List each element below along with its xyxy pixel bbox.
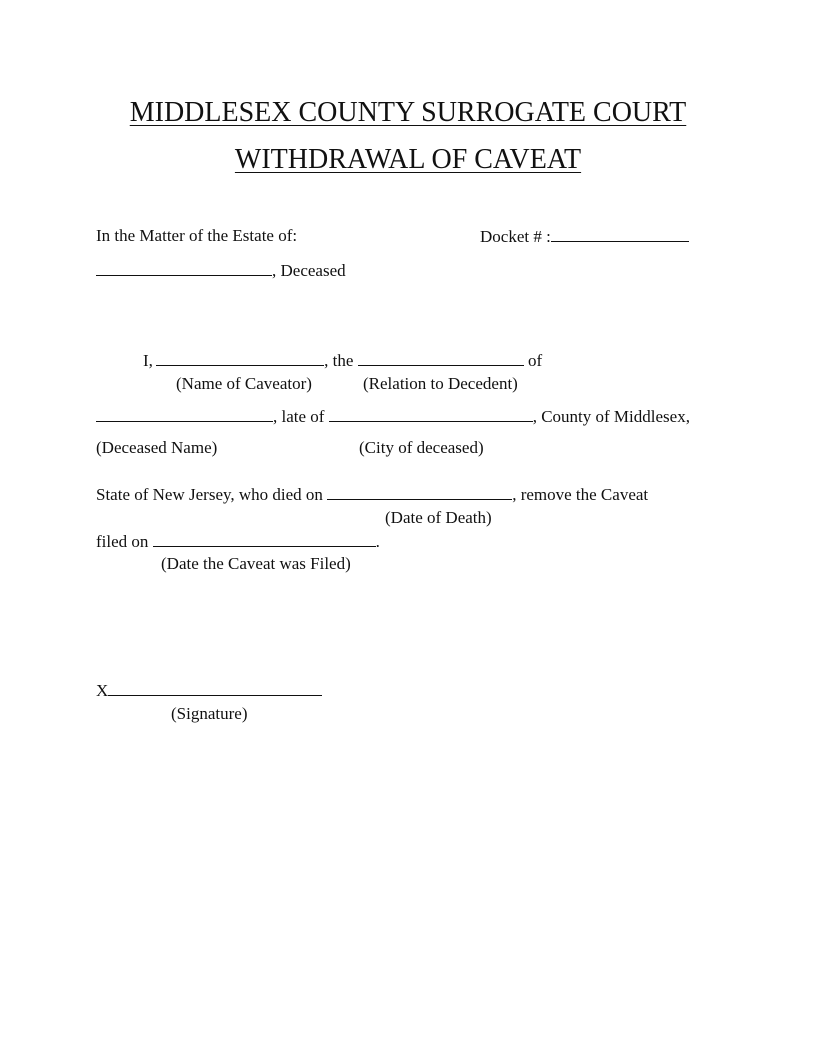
city-field[interactable] <box>329 406 533 422</box>
caveator-name-field[interactable] <box>156 350 324 366</box>
docket-label: Docket # : <box>480 227 551 246</box>
signature-row <box>96 680 322 701</box>
signature-field[interactable] <box>108 680 322 696</box>
date-filed-caption: (Date the Caveat was Filed) <box>161 554 351 573</box>
relation-field[interactable] <box>358 350 524 366</box>
court-title: MIDDLESEX COUNTY SURROGATE COURT <box>129 97 687 128</box>
docket-row <box>480 226 689 247</box>
state-label: State of New Jersey, who died on <box>96 485 323 504</box>
filed-row <box>96 531 380 552</box>
caveator-row <box>143 350 542 371</box>
of-label: of <box>527 351 543 370</box>
signature-caption: (Signature) <box>171 704 248 723</box>
date-filed-field[interactable] <box>153 531 376 547</box>
date-of-death-field[interactable] <box>327 484 512 500</box>
docket-field[interactable] <box>551 226 689 242</box>
deceased-name-caption: (Deceased Name) <box>96 438 218 457</box>
deceased-city-row <box>96 406 690 427</box>
county-label: , County of Middlesex, <box>532 407 690 426</box>
form-title: WITHDRAWAL OF CAVEAT <box>234 144 582 175</box>
period: . <box>375 532 380 551</box>
deceased-suffix: , Deceased <box>272 261 346 280</box>
late-of-label: , late of <box>273 407 325 426</box>
the-label: , the <box>324 351 354 370</box>
city-caption: (City of deceased) <box>359 438 484 457</box>
signature-x: X <box>96 681 109 700</box>
i-label: I, <box>143 351 153 370</box>
filed-on-label: filed on <box>96 532 149 551</box>
deceased-name-field[interactable] <box>96 406 273 422</box>
death-row <box>96 484 648 505</box>
remove-label: , remove the Caveat <box>512 485 649 504</box>
estate-name-field[interactable] <box>96 260 272 276</box>
caveator-caption: (Name of Caveator) <box>176 374 312 393</box>
matter-label: In the Matter of the Estate of: <box>96 226 298 245</box>
date-of-death-caption: (Date of Death) <box>385 508 492 527</box>
relation-caption: (Relation to Decedent) <box>363 374 518 393</box>
deceased-row <box>96 260 346 281</box>
